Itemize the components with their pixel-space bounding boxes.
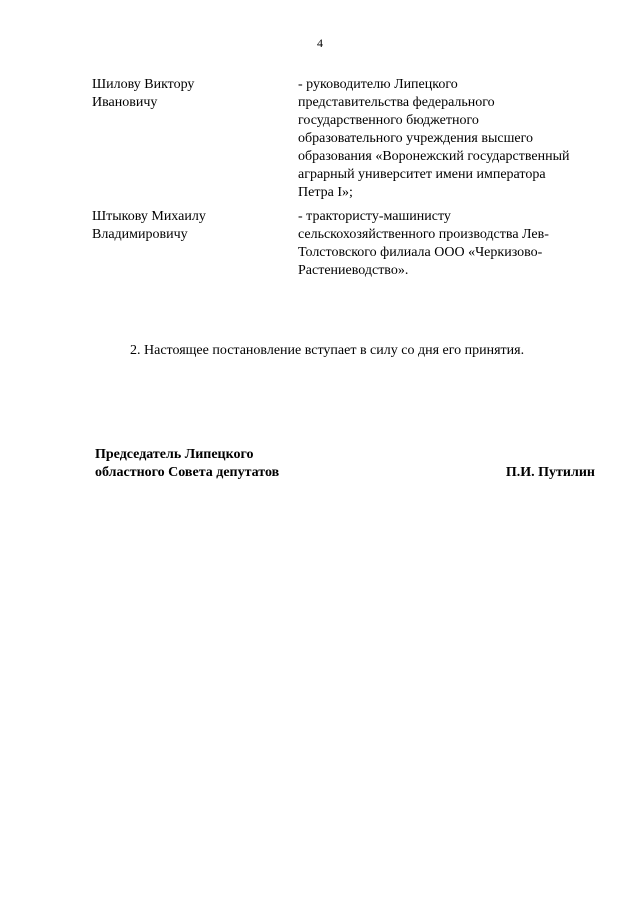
name-line: Шилову Виктору <box>92 77 195 92</box>
position-line: аграрный университет имени императора <box>298 167 546 182</box>
page-number: 4 <box>317 36 323 50</box>
entry-position <box>298 76 608 202</box>
name-line: Владимировичу <box>92 227 188 242</box>
position-line: Толстовского филиала ООО «Черкизово- <box>298 245 543 260</box>
clause-2: 2. Настоящее постановление вступает в силу со дня его принятия. <box>130 343 525 358</box>
position-line: представительства федерального <box>298 95 495 110</box>
name-line: Ивановичу <box>92 95 158 110</box>
position-line: Петра I»; <box>298 185 353 200</box>
name-line: Штыкову Михаилу <box>92 209 206 224</box>
signature-title <box>95 446 395 482</box>
position-line: государственного бюджетного <box>298 113 479 128</box>
entry-position <box>298 208 608 280</box>
entry-name <box>92 76 282 112</box>
signature-title-line: областного Совета депутатов <box>95 465 280 480</box>
position-line: образования «Воронежский государственный <box>298 149 570 164</box>
entry-name <box>92 208 282 244</box>
position-line: сельскохозяйственного производства Лев- <box>298 227 549 242</box>
position-line: - трактористу-машинисту <box>298 209 451 224</box>
position-line: - руководителю Липецкого <box>298 77 458 92</box>
signature-title-line: Председатель Липецкого <box>95 447 254 462</box>
position-line: образовательного учреждения высшего <box>298 131 533 146</box>
signature-name: П.И. Путилин <box>505 465 595 480</box>
position-line: Растениеводство». <box>298 263 409 278</box>
